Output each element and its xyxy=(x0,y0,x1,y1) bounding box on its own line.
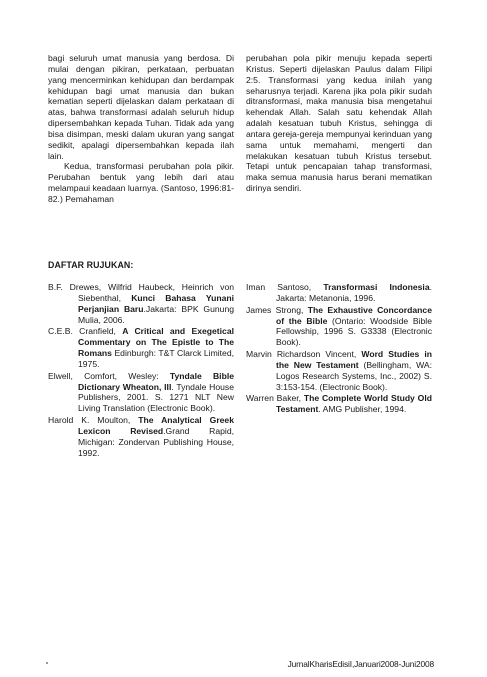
reference-entry xyxy=(48,415,234,458)
reference-author: Elwell, Comfort, Wesley: xyxy=(48,370,170,381)
reference-author: B.F. Drewes, Wilfrid Haubeck, Heinrich von Siebenthal, xyxy=(48,282,234,303)
paragraph: Kedua, transformasi perubahan pola pikir. Perubahan bentuk yang lebih dari atau melampaui keadaan luarnya. (Santoso, 1996:81-82.) Pemahaman xyxy=(48,161,234,204)
references-heading: DAFTAR RUJUKAN: xyxy=(48,260,134,270)
reference-author: C.E.B. Cranfield, xyxy=(48,326,123,337)
page-mark xyxy=(46,662,48,664)
references-column-right xyxy=(246,282,432,416)
reference-entry xyxy=(246,282,432,304)
reference-title: Transformasi Indonesia xyxy=(323,282,430,292)
reference-entry xyxy=(246,349,432,392)
reference-publication: . Jakarta: Metanonia, 1996. xyxy=(276,282,432,303)
reference-author: Marvin Richardson Vincent, xyxy=(246,349,362,360)
paragraph: bagi seluruh umat manusia yang berdosa. Di mulai dengan pikiran, perkataan, perbuatan yang mencerminkan kehidupan dan berdampak kehidupan bagi umat manusia dan bukan kematian seperti dijelaskan dalam perkataan di atas, bahwa transformasi adalah seluruh hidup dipersembahkan kepada Tuhan. Tidak ada yang bisa disimpan, meski dalam ukuran yang sangat sedikit, apalagi dipersembahkan kepada ilah lain. xyxy=(48,53,234,161)
reference-author: James Strong, xyxy=(246,304,308,315)
paragraph: perubahan pola pikir menuju kepada seperti Kristus. Seperti dijelaskan Paulus dalam Filipi 2:5. Transformasi yang kedua inilah yang seharusnya terjadi. Karena jika pola pikir sudah ditransformasi, maka manusia bisa mengetahui kehendak Allah. Salah satu kehendak Allah adalah kesatuan tubuh Kristus, sehingga di antara gereja-gereja mempunyai kerinduan yang sama untuk memahami, mengerti dan melakukan kesatuan tubuh Kristus tersebut. Tetapi untuk pencapaian tahap transformasi, maka semua manusia harus berani mematikan dirinya sendiri. xyxy=(246,53,432,194)
reference-title: Word Studies in the New Testament xyxy=(276,349,432,370)
body-column-left xyxy=(48,53,234,205)
reference-publication: Edinburgh: T&T Clarck Limited, 1975. xyxy=(78,348,234,369)
reference-title: Tyndale Bible Dictionary Wheaton, III xyxy=(78,370,234,392)
references-column-left xyxy=(48,282,234,460)
reference-entry xyxy=(246,305,432,348)
reference-publication: . Tyndale House Publishers, 2001. S. 1271 NLT New Living Translation (Electronic Book). xyxy=(78,381,234,414)
reference-title: The Analytical Greek Lexicon Revised xyxy=(78,415,234,436)
reference-title: A Critical and Exegetical Commentary on The Epistle to The Romans xyxy=(78,326,235,359)
page-footer: JurnalKharisEdisiI,Januari2008-Juni2008 xyxy=(287,659,434,669)
reference-title: The Exhaustive Concordance of the Bible xyxy=(276,304,432,326)
body-column-right xyxy=(246,53,432,194)
reference-publication: (Bellingham, WA: Logos Research Systems, Inc., 2002) S. 3:153-154. (Electronic Book). xyxy=(276,359,432,392)
reference-author: Iman Santoso, xyxy=(246,282,324,292)
reference-title: The Complete World Study Old Testament xyxy=(276,393,432,415)
reference-entry xyxy=(48,326,234,369)
reference-author: Harold K. Moulton, xyxy=(48,415,139,426)
reference-title: Kunci Bahasa Yunani Perjanjian Baru xyxy=(78,292,234,314)
reference-publication: .Jakarta: BPK Gunung Mulia, 2006. xyxy=(78,303,234,325)
reference-entry xyxy=(48,371,234,414)
reference-entry xyxy=(48,282,234,325)
reference-publication: .Grand Rapid, Michigan: Zondervan Publishing House, 1992. xyxy=(78,425,234,458)
reference-author: Warren Baker, xyxy=(246,393,304,404)
reference-entry xyxy=(246,393,432,415)
reference-publication: . AMG Publisher, 1994. xyxy=(318,404,407,415)
reference-publication: (Ontario: Woodside Bible Fellowship, 1996 S. G3338 (Electronic Book). xyxy=(276,315,432,348)
